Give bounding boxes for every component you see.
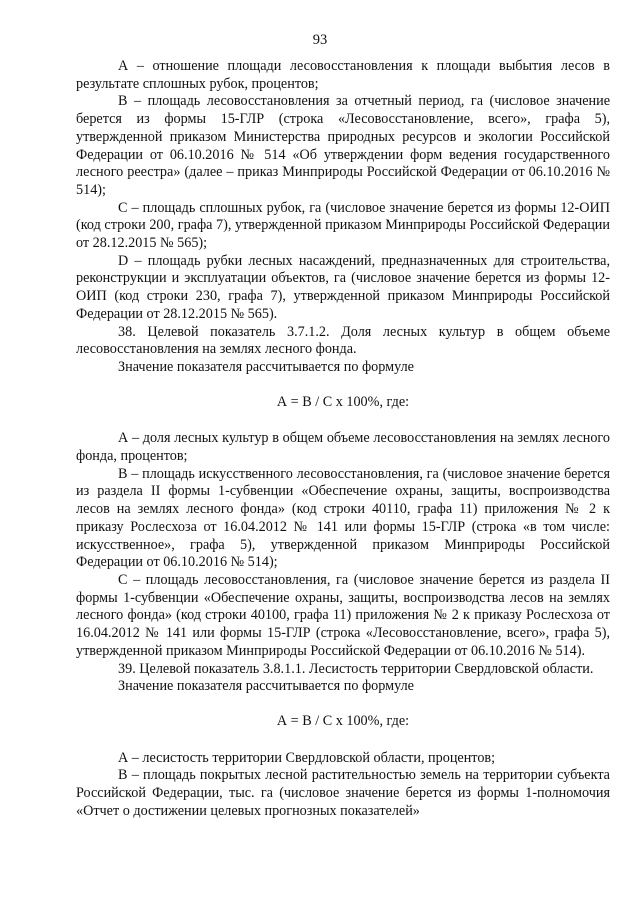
definition-b-artificial-reforestation: В – площадь искусственного лесовосстановления, га (числовое значение берется из раздела II формы 1-субвенции «Обеспечение охраны, защиты, воспроизводства лесов на землях лесного фонда» (код строки 40110, графа 11) приложения № 2 к приказу Рослесхоза от 16.04.2012 № 141 или формы 15-ГЛР (строка «в том числе: искусственное», графа 5), утвержденной приказом Минприроды Российской Федерации от 06.10.2016 № 514); — [76, 465, 610, 571]
indicator-39-heading: 39. Целевой показатель 3.8.1.1. Лесистость территории Свердловской области. — [118, 660, 594, 677]
formula-intro-2: Значение показателя рассчитывается по формуле — [118, 678, 414, 695]
definition-a-forest-culture-share: А – доля лесных культур в общем объеме лесовосстановления на землях лесного фонда, процентов; — [76, 430, 610, 465]
definition-d-construction-cut-area: D – площадь рубки лесных насаждений, предназначенных для строительства, реконструкции и эксплуатации объектов, га (числовое значение берется из формы 12-ОИП (код строки 230, графа 7), утвержденной приказом Минприроды Российской Федерации от 28.12.2015 № 565). — [76, 252, 610, 322]
formula-1: А = В / С х 100%, где: — [276, 393, 410, 410]
formula-2: А = В / С х 100%, где: — [276, 712, 410, 729]
definition-c-clear-cut-area: С – площадь сплошных рубок, га (числовое значение берется из формы 12-ОИП (код строки 200, графа 7), утвержденной приказом Минприроды Российской Федерации от 28.12.2015 № 565); — [76, 199, 610, 252]
definition-b-forested-land-area: В – площадь покрытых лесной растительностью земель на территории субъекта Российской Федерации, тыс. га (числовое значение берется из формы 1-полномочия «Отчет о достижении целевых прогнозных показателей» — [76, 767, 610, 819]
definition-b-reforestation-area: В – площадь лесовосстановления за отчетный период, га (числовое значение берется из формы 15-ГЛР (строка «Лесовосстановление, всего», графа 5), утвержденной приказом Министерства природных ресурсов и экологии Российской Федерации от 06.10.2016 № 514 «Об утверждении форм ведения государственного лесного реестра» (далее – приказ Минприроды Российской Федерации от 06.10.2016 № 514); — [76, 93, 610, 198]
definition-a-reforestation-ratio: А – отношение площади лесовосстановления к площади выбытия лесов в результате сплошных рубок, процентов; — [76, 58, 610, 92]
page-number: 93 — [312, 32, 328, 48]
indicator-38-heading: 38. Целевой показатель 3.7.1.2. Доля лесных культур в общем объеме лесовосстановления на землях лесного фонда. — [76, 323, 610, 358]
definition-a-forest-cover: А – лесистость территории Свердловской области, процентов; — [118, 749, 496, 766]
definition-c-reforestation-area: С – площадь лесовосстановления, га (числовое значение берется из раздела II формы 1-субвенции «Обеспечение охраны, защиты, воспроизводства лесов на землях лесного фонда» (код строки 40100, графа 11) приложения № 2 к приказу Рослесхоза от 16.04.2012 № 141 или формы 15-ГЛР (строка «Лесовосстановление, всего», графа 5), утвержденной приказом Минприроды Российской Федерации от 06.10.2016 № 514). — [76, 571, 610, 659]
document-body — [76, 58, 610, 820]
formula-intro-1: Значение показателя рассчитывается по формуле — [118, 358, 414, 375]
